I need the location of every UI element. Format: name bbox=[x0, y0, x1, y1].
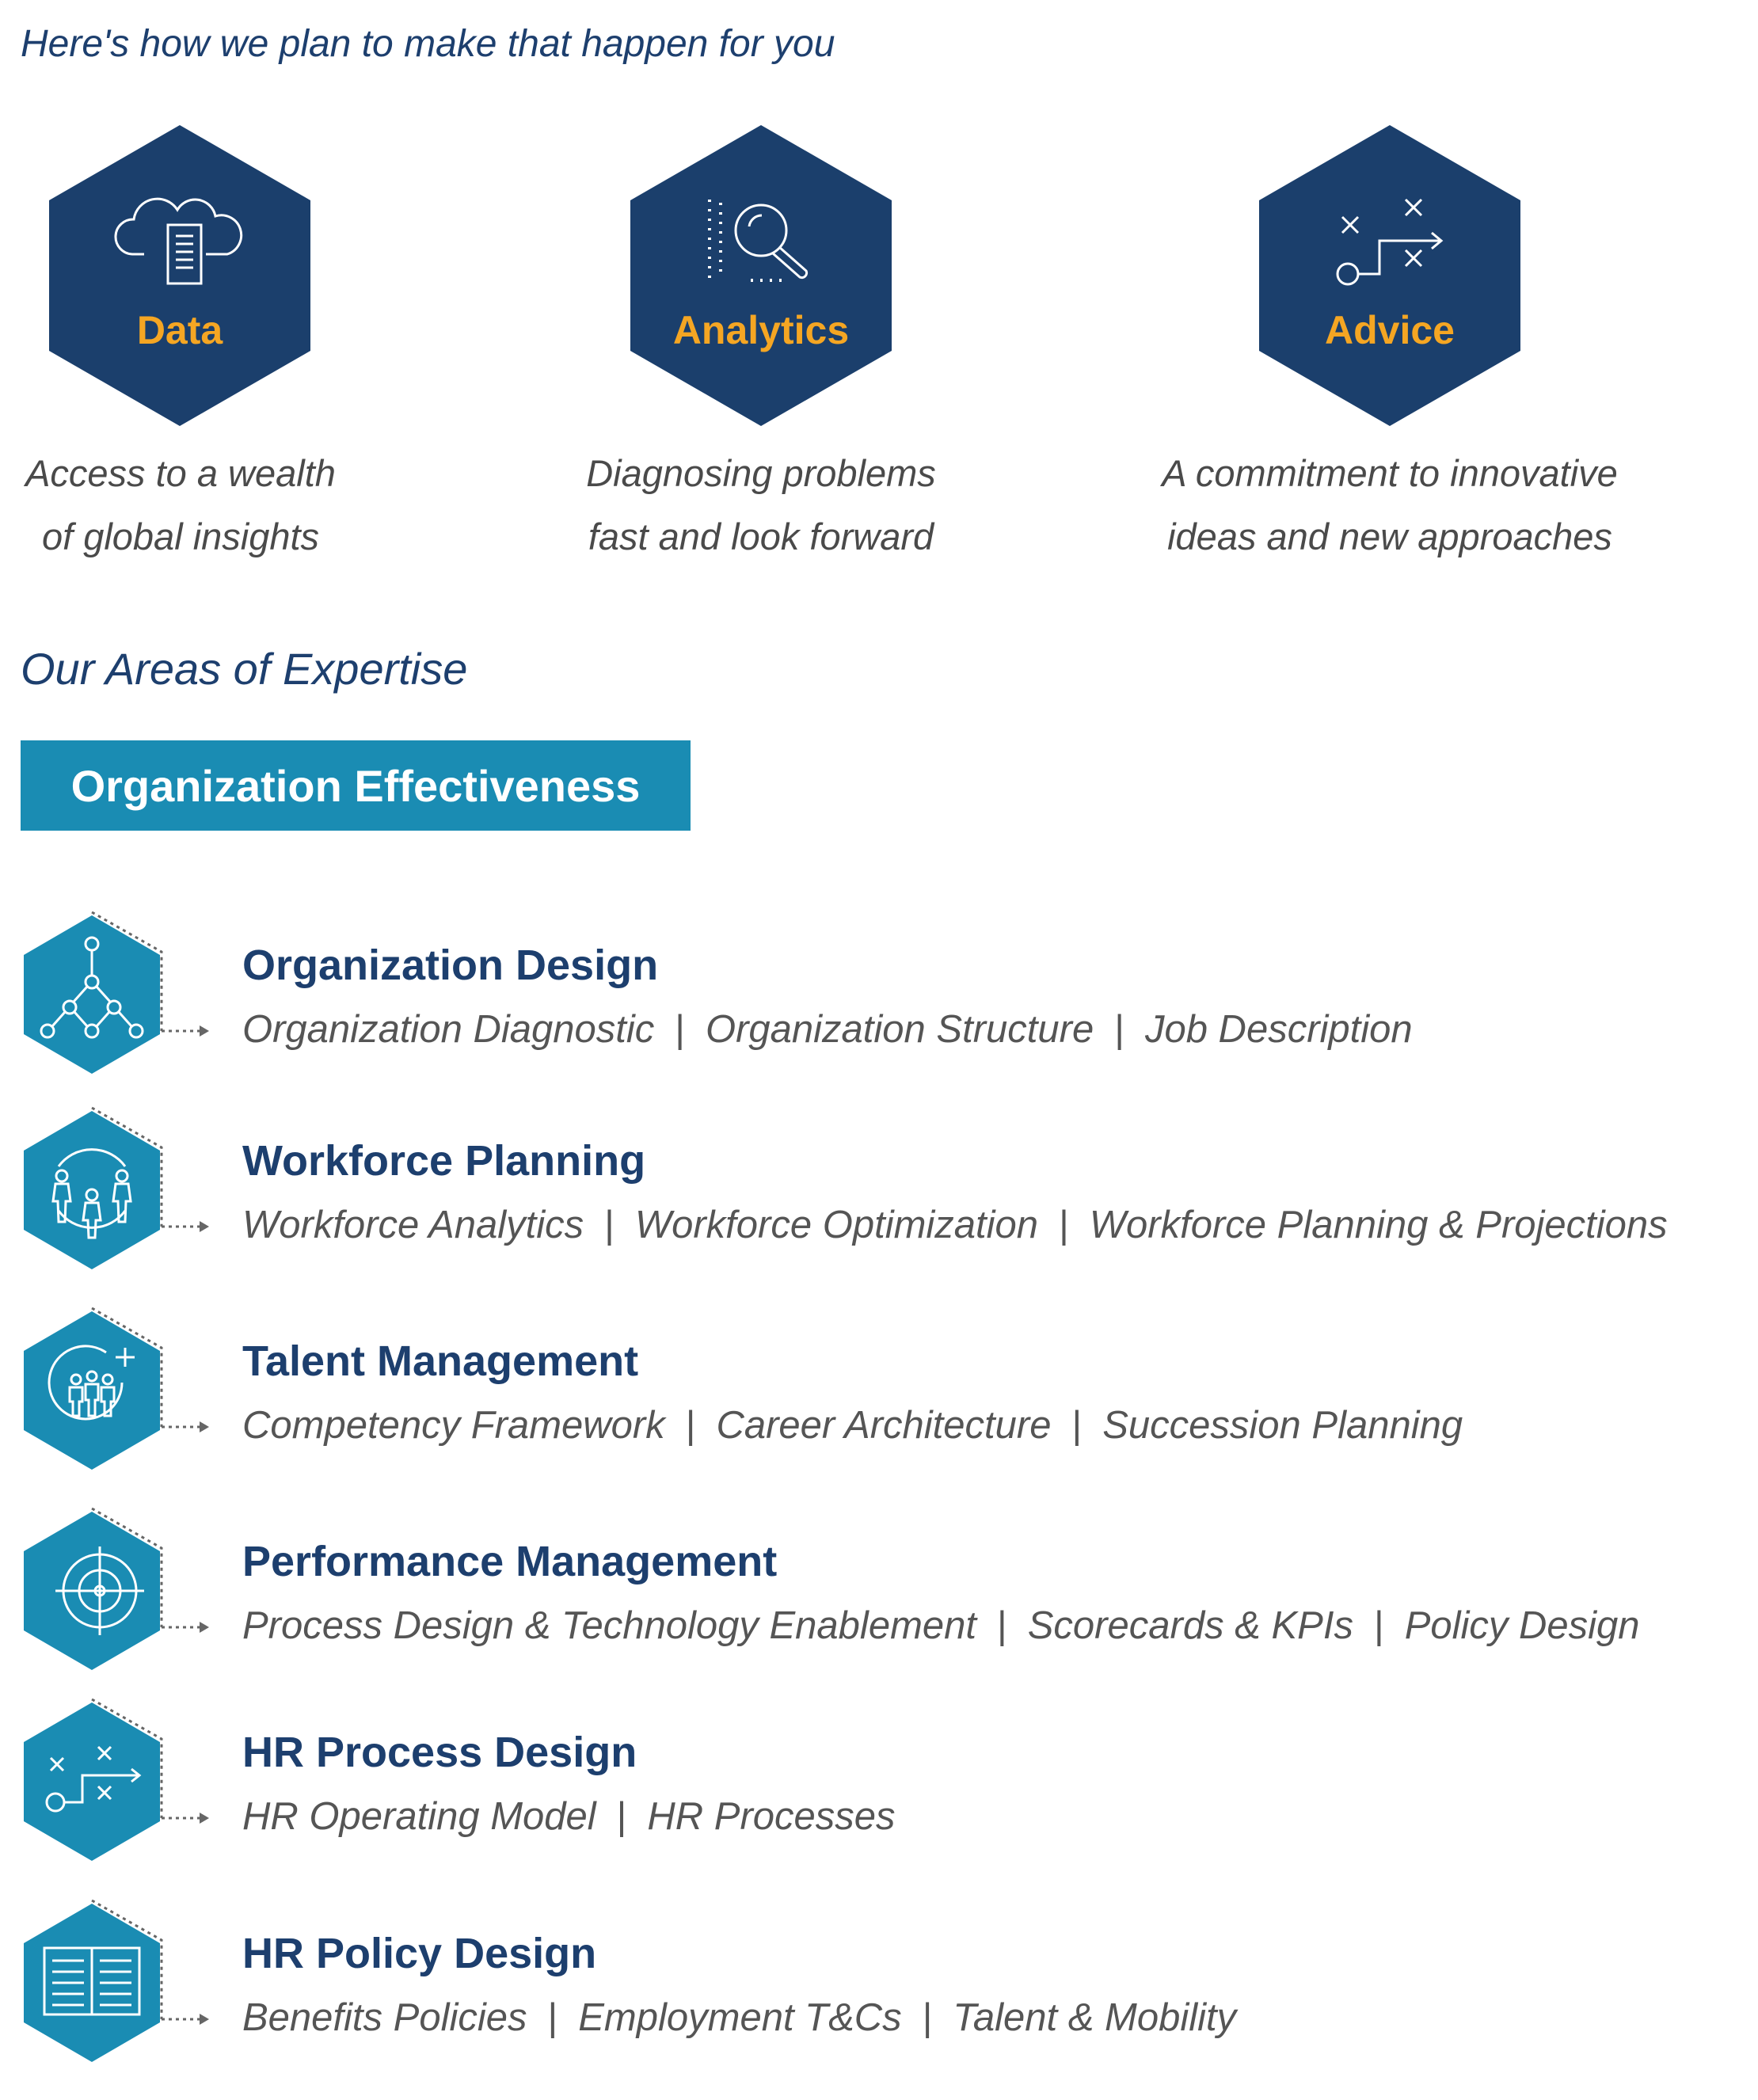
expertise-area bbox=[21, 1106, 1723, 1273]
service-item: Organization Structure bbox=[705, 1008, 1094, 1051]
section-banner: Organization Effectiveness bbox=[21, 740, 691, 831]
separator: | bbox=[685, 1404, 696, 1447]
separator: | bbox=[1114, 1008, 1124, 1051]
separator: | bbox=[997, 1604, 1007, 1647]
area-service-list bbox=[242, 1203, 1668, 1247]
area-title: HR Policy Design bbox=[242, 1930, 597, 1977]
cloud-server-icon bbox=[49, 195, 310, 290]
area-title: Performance Management bbox=[242, 1538, 778, 1585]
pillar-description: Diagnosing problems fast and look forward bbox=[586, 452, 936, 557]
pillar-analytics bbox=[523, 125, 999, 569]
service-item: Workforce Planning & Projections bbox=[1089, 1204, 1668, 1246]
separator: | bbox=[604, 1204, 615, 1246]
expertise-area bbox=[21, 1698, 1723, 1864]
expertise-area bbox=[21, 1507, 1723, 1673]
separator: | bbox=[922, 1996, 933, 2039]
area-title: Organization Design bbox=[242, 942, 659, 989]
area-service-list bbox=[242, 1007, 1413, 1052]
pillar-description: A commitment to innovative ideas and new approaches bbox=[1162, 452, 1618, 557]
service-item: Career Architecture bbox=[716, 1404, 1052, 1447]
area-title: Workforce Planning bbox=[242, 1137, 646, 1185]
area-hexagon bbox=[21, 911, 211, 1077]
area-service-list bbox=[242, 1604, 1640, 1648]
area-service-list bbox=[242, 1995, 1236, 2040]
expertise-area bbox=[21, 911, 1723, 1077]
area-hexagon bbox=[21, 1507, 211, 1673]
separator: | bbox=[616, 1795, 627, 1838]
service-item: Benefits Policies bbox=[242, 1996, 527, 2039]
separator: | bbox=[1373, 1604, 1384, 1647]
separator: | bbox=[675, 1008, 685, 1051]
area-hexagon bbox=[21, 1899, 211, 2065]
service-item: Policy Design bbox=[1404, 1604, 1640, 1647]
separator: | bbox=[547, 1996, 558, 2039]
pillar-title: Data bbox=[136, 308, 223, 352]
service-item: HR Operating Model bbox=[242, 1795, 596, 1838]
service-item: Workforce Analytics bbox=[242, 1204, 584, 1246]
expertise-area bbox=[21, 1899, 1723, 2065]
service-item: Organization Diagnostic bbox=[242, 1008, 655, 1051]
area-hexagon bbox=[21, 1307, 211, 1473]
intro-heading: Here's how we plan to make that happen for you bbox=[21, 23, 835, 65]
areas-heading: Our Areas of Expertise bbox=[21, 644, 468, 694]
pillar-title: Analytics bbox=[672, 308, 850, 352]
pillar-hexagon bbox=[1259, 125, 1520, 426]
area-service-list bbox=[242, 1403, 1463, 1448]
expertise-area bbox=[21, 1307, 1723, 1473]
area-hexagon bbox=[21, 1106, 211, 1273]
service-item: Process Design & Technology Enablement bbox=[242, 1604, 977, 1647]
pillar-data bbox=[0, 125, 475, 569]
area-service-list bbox=[242, 1794, 896, 1839]
pillar-advice bbox=[1152, 125, 1627, 569]
service-item: Competency Framework bbox=[242, 1404, 665, 1447]
separator: | bbox=[1071, 1404, 1083, 1447]
service-item: HR Processes bbox=[647, 1795, 896, 1838]
strategy-play-icon bbox=[1259, 195, 1520, 290]
separator: | bbox=[1059, 1204, 1069, 1246]
area-hexagon bbox=[21, 1698, 211, 1864]
service-item: Scorecards & KPIs bbox=[1027, 1604, 1353, 1647]
service-item: Employment T&Cs bbox=[578, 1996, 902, 2039]
area-title: HR Process Design bbox=[242, 1729, 637, 1776]
pillar-hexagon bbox=[630, 125, 892, 426]
service-item: Workforce Optimization bbox=[634, 1204, 1039, 1246]
pillar-title: Advice bbox=[1325, 308, 1455, 352]
area-title: Talent Management bbox=[242, 1337, 639, 1385]
pillar-hexagon bbox=[49, 125, 310, 426]
service-item: Talent & Mobility bbox=[953, 1996, 1237, 2039]
magnifier-analytics-icon bbox=[630, 195, 892, 290]
service-item: Job Description bbox=[1144, 1008, 1413, 1051]
service-item: Succession Planning bbox=[1102, 1404, 1463, 1447]
pillar-description: Access to a wealth of global insights bbox=[25, 452, 336, 557]
